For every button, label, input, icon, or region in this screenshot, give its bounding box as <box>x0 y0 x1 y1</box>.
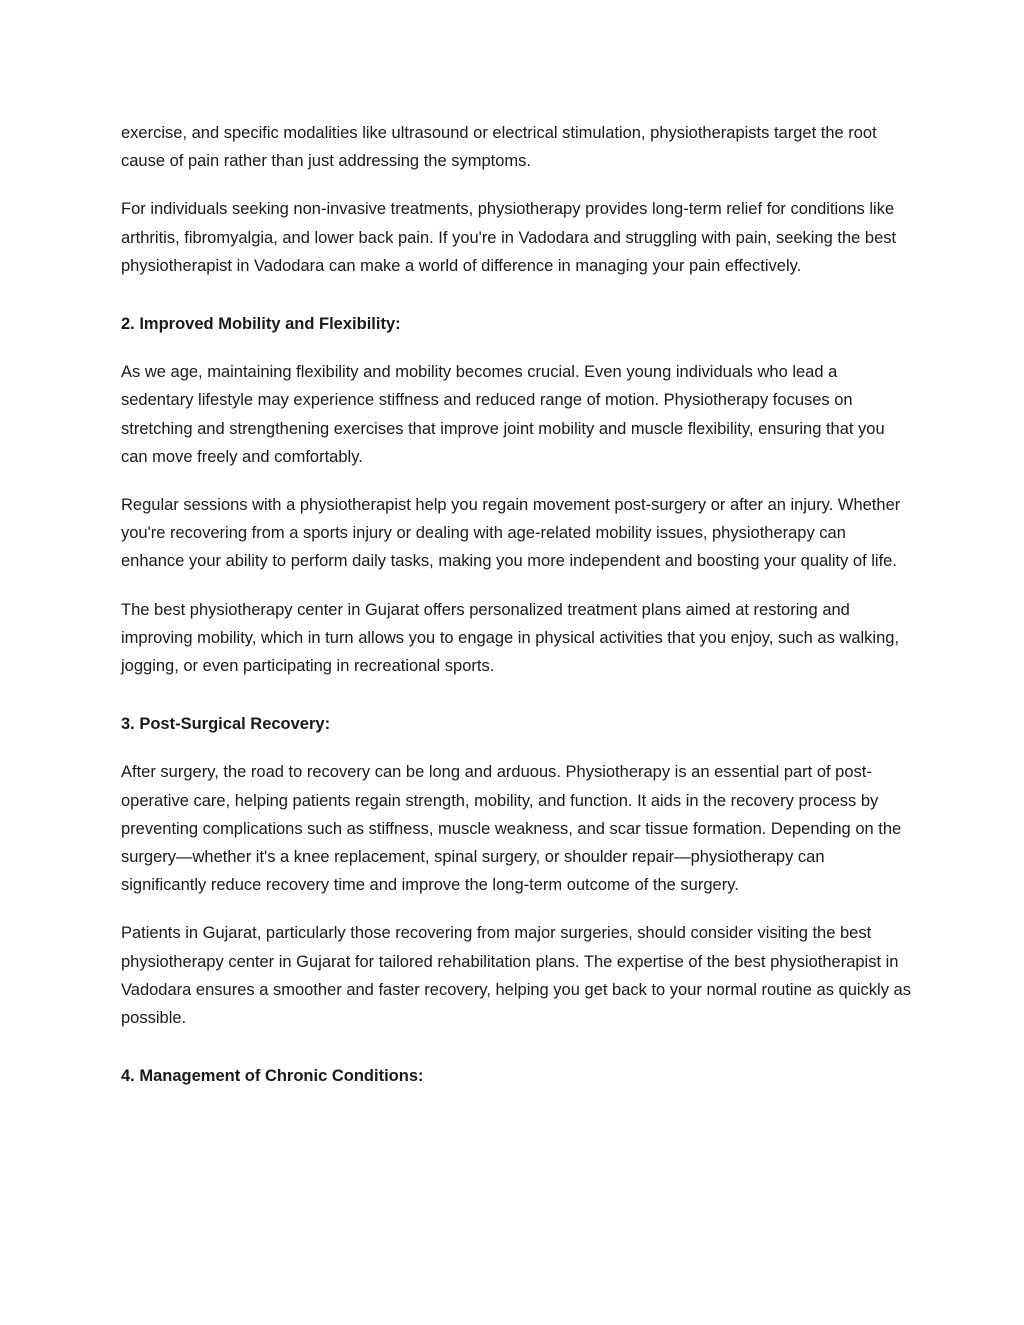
paragraph-mobility-1: As we age, maintaining flexibility and mobility becomes crucial. Even young individuals who lead a sedentary lifestyle may experience stiffness and reduced range of motion. Physiotherapy focuses on stretching and strengthening exercises that improve joint mobility and muscle flexibility, ensuring that you can move freely and comfortably. <box>121 363 885 466</box>
document-page <box>121 119 911 1110</box>
paragraph-intro-continued: exercise, and specific modalities like ultrasound or electrical stimulation, physiotherapists target the root cause of pain rather than just addressing the symptoms. <box>121 124 877 171</box>
paragraph-mobility-2: Regular sessions with a physiotherapist help you regain movement post-surgery or after an injury. Whether you're recovering from a sports injury or dealing with age-related mobility issues, physiotherapy can enhance your ability to perform daily tasks, making you more independent and boosting your quality of life. <box>121 496 901 571</box>
heading-chronic-conditions: 4. Management of Chronic Conditions: <box>121 1067 424 1086</box>
heading-improved-mobility: 2. Improved Mobility and Flexibility: <box>121 315 401 334</box>
paragraph-mobility-3: The best physiotherapy center in Gujarat offers personalized treatment plans aimed at restoring and improving mobility, which in turn allows you to engage in physical activities that you enjoy, such as walking, jogging, or even participating in recreational sports. <box>121 600 900 676</box>
paragraph-surgery-2: Patients in Gujarat, particularly those recovering from major surgeries, should consider visiting the best physiotherapy center in Gujarat for tailored rehabilitation plans. The expertise of the best physiotherapist in Vadodara ensures a smoother and faster recovery, helping you get back to your normal routine as quickly as possible. <box>121 924 911 1028</box>
paragraph-intro-relief: For individuals seeking non-invasive treatments, physiotherapy provides long-term relief for conditions like arthritis, fibromyalgia, and lower back pain. If you're in Vadodara and struggling with pain, seeking the best physiotherapist in Vadodara can make a world of difference in managing your pain effectively. <box>121 200 897 275</box>
paragraph-surgery-1: After surgery, the road to recovery can be long and arduous. Physiotherapy is an essential part of post-operative care, helping patients regain strength, mobility, and function. It aids in the recovery process by preventing complications such as stiffness, muscle weakness, and scar tissue formation. Depending on the surgery—whether it's a knee replacement, spinal surgery, or shoulder repair—physiotherapy can significantly reduce recovery time and improve the long-term outcome of the surgery. <box>121 763 902 895</box>
heading-post-surgical-recovery: 3. Post-Surgical Recovery: <box>121 715 331 734</box>
